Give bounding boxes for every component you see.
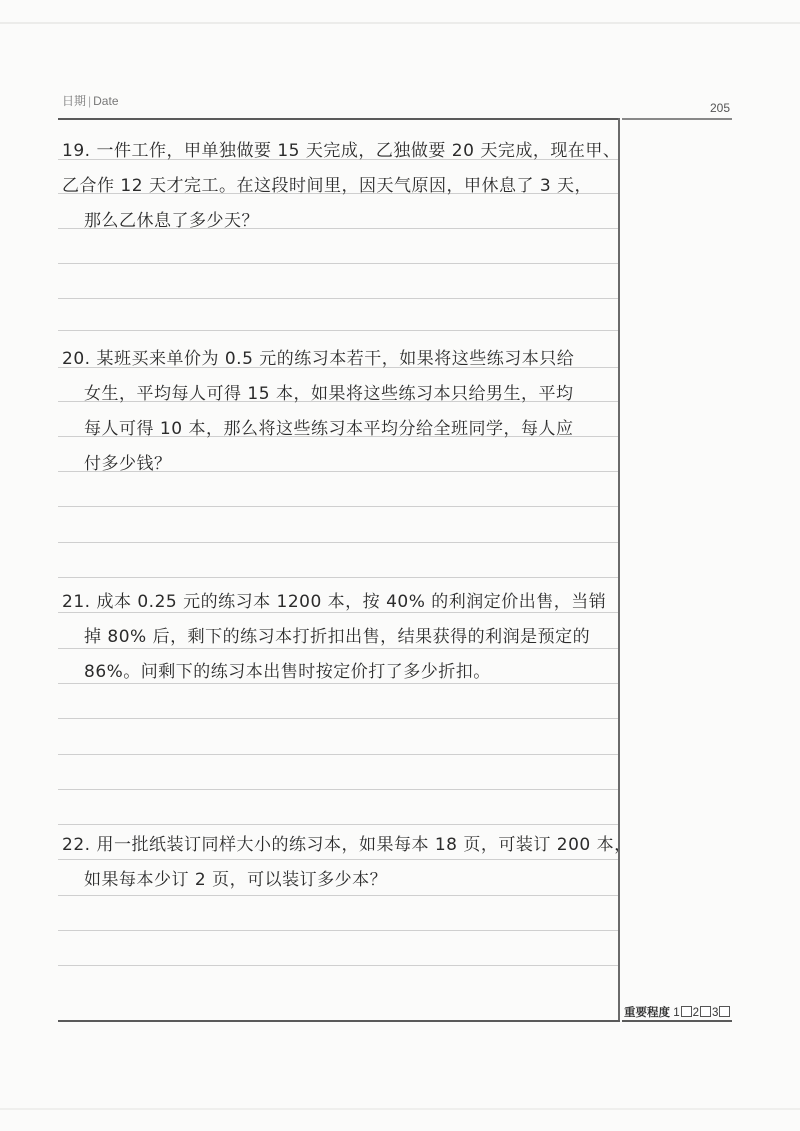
question-22-line-2: 如果每本少订 2 页，可以装订多少本？ (84, 870, 388, 890)
question-20-line-1: 20. 某班买来单价为 0.5 元的练习本若干，如果将这些练习本只给 (62, 349, 575, 369)
question-19-line-3: 那么乙休息了多少天？ (84, 211, 259, 231)
question-21-line-2: 掉 80% 后，剩下的练习本打折扣出售，结果获得的利润是预定的 (84, 627, 591, 647)
question-21-line-3: 86%。问剩下的练习本出售时按定价打了多少折扣。 (84, 662, 491, 682)
question-19-line-2: 乙合作 12 天才完工。在这段时间里，因天气原因，甲休息了 3 天， (62, 176, 593, 196)
ruled-line (58, 789, 618, 790)
importance-level-2: 2 (692, 1007, 700, 1019)
importance-rating (624, 1004, 731, 1020)
importance-level-3: 3 (712, 1007, 719, 1019)
ruled-line (58, 930, 618, 931)
ruled-line (58, 612, 618, 613)
question-19-line-1: 19. 一件工作，甲单独做要 15 天完成，乙独做要 20 天完成，现在甲、 (62, 141, 621, 161)
margin-bottom-border (622, 1020, 732, 1022)
importance-level-1: 1 (673, 1007, 680, 1019)
question-21-line-1: 21. 成本 0.25 元的练习本 1200 本，按 40% 的利润定价出售，当销 (62, 592, 607, 612)
ruled-line (58, 648, 618, 649)
ruled-line (58, 330, 618, 331)
date-label-cn: 日期 (62, 94, 87, 108)
ruled-line (58, 895, 618, 896)
margin-column (622, 118, 732, 1022)
ruled-right-border (618, 118, 620, 1022)
ruled-line (58, 965, 618, 966)
ruled-line (58, 718, 618, 719)
ruled-line (58, 754, 618, 755)
scan-edge-top (0, 22, 800, 24)
ruled-line (58, 506, 618, 507)
ruled-bottom-border (58, 1020, 620, 1022)
margin-top-border (622, 118, 732, 120)
ruled-line (58, 577, 618, 578)
importance-checkbox-2[interactable] (700, 1006, 711, 1017)
page-number: 205 (709, 101, 730, 115)
importance-label: 重要程度 (624, 1007, 670, 1019)
ruled-top-border (58, 118, 620, 120)
question-22-line-1: 22. 用一批纸装订同样大小的练习本，如果每本 18 页，可装订 200 本， (62, 835, 632, 855)
question-20-line-4: 付多少钱？ (84, 454, 172, 474)
ruled-line (58, 542, 618, 543)
question-20-line-2: 女生，平均每人可得 15 本，如果将这些练习本只给男生，平均 (84, 384, 574, 404)
importance-checkbox-1[interactable] (681, 1006, 692, 1017)
ruled-line (58, 683, 618, 684)
ruled-line (58, 298, 618, 299)
ruled-line (58, 263, 618, 264)
question-20-line-3: 每人可得 10 本，那么将这些练习本平均分给全班同学，每人应 (84, 419, 574, 439)
importance-checkbox-3[interactable] (719, 1006, 730, 1017)
scan-edge-bottom (0, 1108, 800, 1110)
date-field: 日期 | Date (62, 94, 119, 108)
date-label-en: Date (93, 94, 119, 108)
ruled-line (58, 859, 618, 860)
ruled-line (58, 824, 618, 825)
